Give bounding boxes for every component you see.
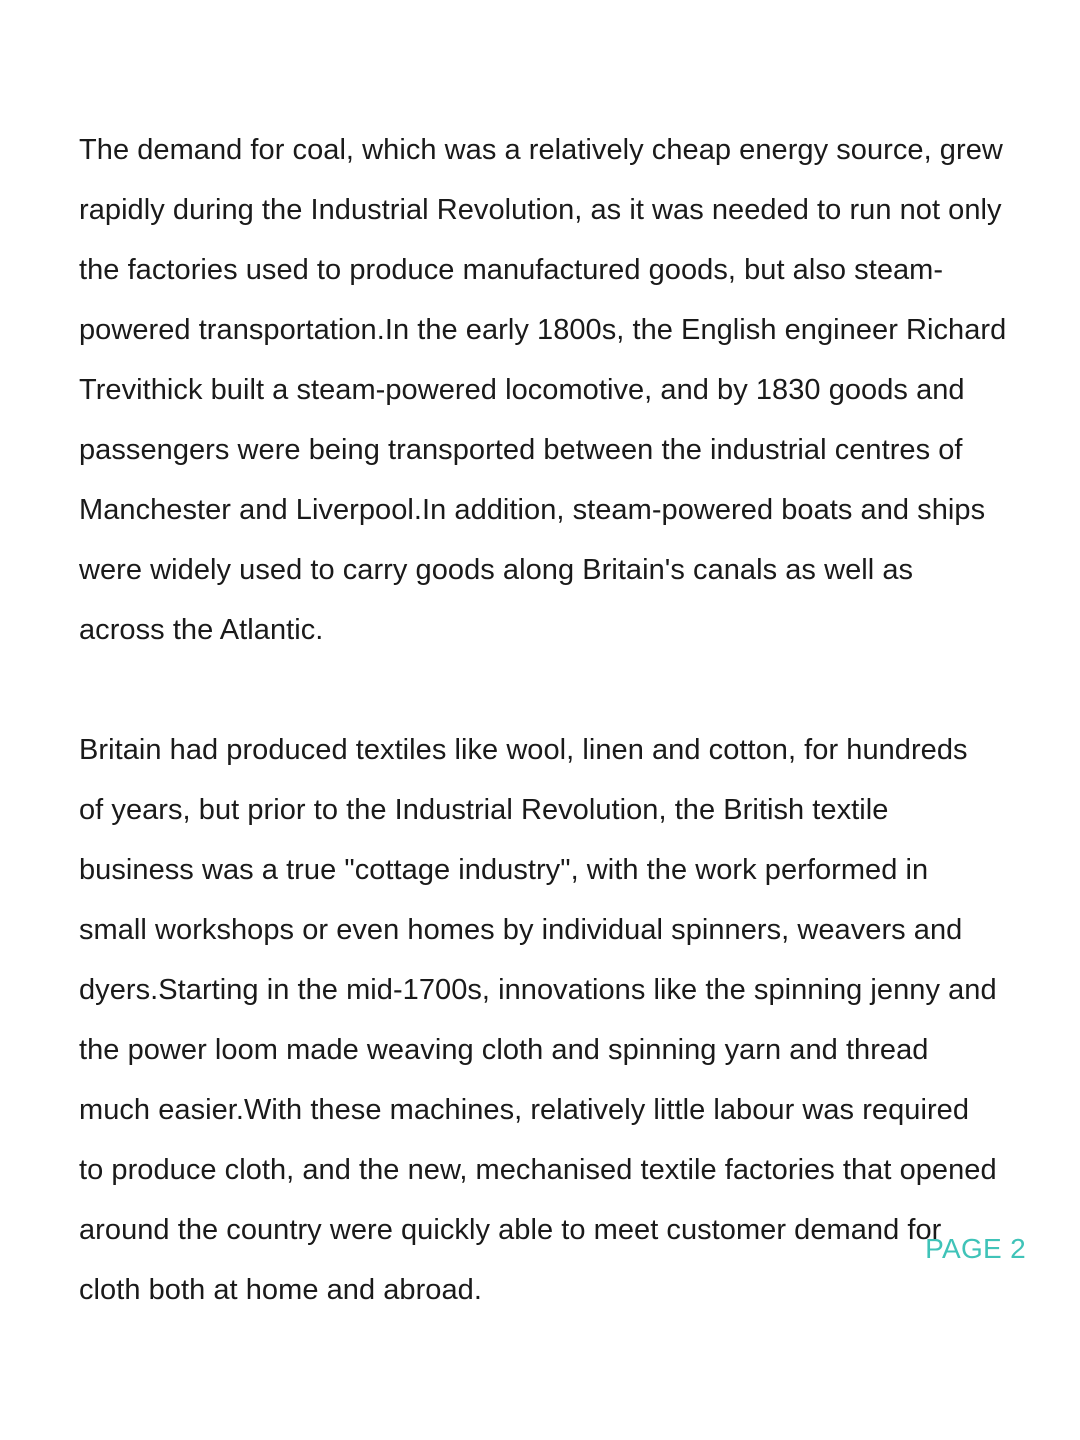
body-text bbox=[79, 120, 1039, 1320]
paragraph-coal-transport: The demand for coal, which was a relatively cheap energy source, grew rapidly during the Industrial Revolution, as it was needed to run not only the factories used to produce manufactured goods, but also steam- powered transportation.In the early 1800s, the English engineer Richard Trevithick built a steam-powered locomotive, and by 1830 goods and passengers were being transported between the industrial centres of Manchester and Liverpool.In addition, steam-powered boats and ships were widely used to carry goods along Britain's canals as well as across the Atlantic. bbox=[79, 134, 1007, 646]
paragraph-textiles: Britain had produced textiles like wool, linen and cotton, for hundreds of years, but prior to the Industrial Revolution, the British textile business was a true "cottage industry", with the work performed in small workshops or even homes by individual spinners, weavers and dyers.Starting in the mid-1700s, innovations like the spinning jenny and the power loom made weaving cloth and spinning yarn and thread much easier.With these machines, relatively little labour was required to produce cloth, and the new, mechanised textile factories that opened around the country were quickly able to meet customer demand for cloth both at home and abroad. bbox=[79, 734, 997, 1306]
page-number: PAGE 2 bbox=[925, 1233, 1026, 1264]
